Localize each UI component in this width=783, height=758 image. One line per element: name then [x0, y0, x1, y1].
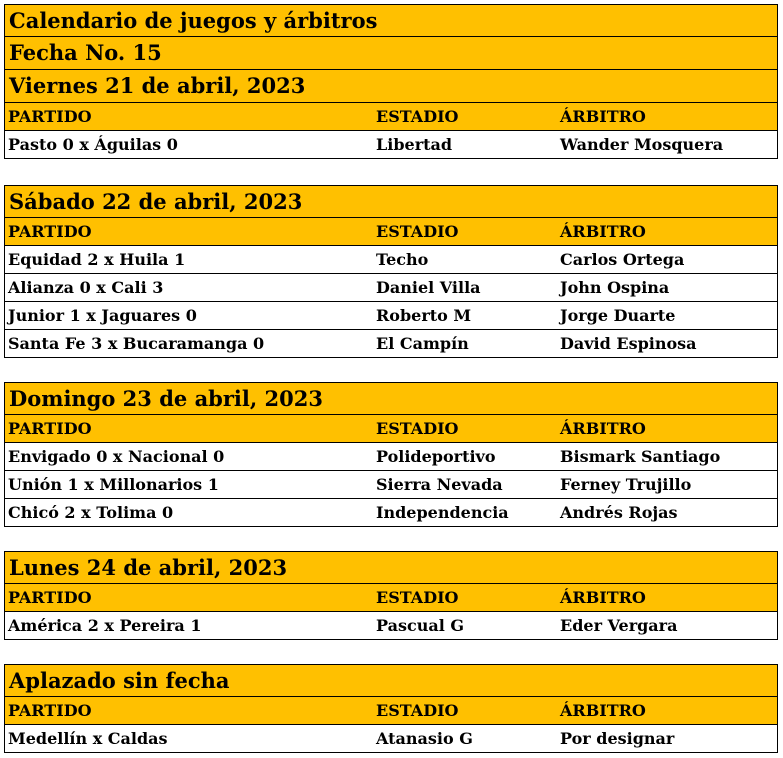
table-row [4, 499, 778, 527]
column-header-row [4, 218, 778, 246]
table-row [4, 246, 778, 274]
stadium-cell: Libertad [376, 135, 453, 154]
column-header-arbitro: ÁRBITRO [560, 701, 646, 720]
match-cell: América 2 x Pereira 1 [8, 616, 202, 635]
table-row [4, 330, 778, 358]
stadium-cell: Sierra Nevada [376, 475, 503, 494]
page-title: Calendario de juegos y árbitros [4, 4, 778, 37]
stadium-cell: Techo [376, 250, 429, 269]
column-header-estadio: ESTADIO [376, 419, 459, 438]
stadium-cell: Daniel Villa [376, 278, 481, 297]
column-header-row [4, 415, 778, 443]
column-header-partido: PARTIDO [8, 107, 92, 126]
table-row [4, 443, 778, 471]
match-cell: Unión 1 x Millonarios 1 [8, 475, 219, 494]
schedule-block-lunes [4, 551, 778, 640]
day-title: Sábado 22 de abril, 2023 [4, 185, 778, 218]
table-row [4, 274, 778, 302]
referee-cell: David Espinosa [560, 334, 697, 353]
stadium-cell: Polideportivo [376, 447, 496, 466]
table-row [4, 302, 778, 330]
referee-cell: Por designar [560, 729, 675, 748]
column-header-partido: PARTIDO [8, 222, 92, 241]
column-header-estadio: ESTADIO [376, 107, 459, 126]
stadium-cell: Roberto M [376, 306, 472, 325]
column-header-row [4, 584, 778, 612]
table-row [4, 612, 778, 640]
referee-cell: Ferney Trujillo [560, 475, 692, 494]
referee-cell: Jorge Duarte [560, 306, 676, 325]
day-title: Domingo 23 de abril, 2023 [4, 382, 778, 415]
match-cell: Alianza 0 x Cali 3 [8, 278, 164, 297]
stadium-cell: Atanasio G [376, 729, 473, 748]
match-cell: Envigado 0 x Nacional 0 [8, 447, 225, 466]
column-header-estadio: ESTADIO [376, 701, 459, 720]
referee-cell: Wander Mosquera [560, 135, 724, 154]
referee-cell: John Ospina [560, 278, 670, 297]
referee-cell: Carlos Ortega [560, 250, 685, 269]
referee-cell: Bismark Santiago [560, 447, 721, 466]
schedule-block-sabado [4, 185, 778, 358]
match-cell: Medellín x Caldas [8, 729, 168, 748]
column-header-partido: PARTIDO [8, 588, 92, 607]
column-header-arbitro: ÁRBITRO [560, 222, 646, 241]
day-title: Lunes 24 de abril, 2023 [4, 551, 778, 584]
column-header-arbitro: ÁRBITRO [560, 107, 646, 126]
column-header-partido: PARTIDO [8, 419, 92, 438]
match-cell: Pasto 0 x Águilas 0 [8, 135, 178, 154]
schedule-block-domingo [4, 382, 778, 527]
schedule-block-aplazado [4, 664, 778, 753]
column-header-arbitro: ÁRBITRO [560, 588, 646, 607]
match-cell: Chicó 2 x Tolima 0 [8, 503, 174, 522]
column-header-row [4, 103, 778, 131]
stadium-cell: Pascual G [376, 616, 465, 635]
fecha-label: Fecha No. 15 [4, 37, 778, 70]
column-header-partido: PARTIDO [8, 701, 92, 720]
match-cell: Junior 1 x Jaguares 0 [8, 306, 197, 325]
referee-cell: Andrés Rojas [560, 503, 678, 522]
stadium-cell: Independencia [376, 503, 509, 522]
referee-cell: Eder Vergara [560, 616, 678, 635]
table-row [4, 725, 778, 753]
match-cell: Santa Fe 3 x Bucaramanga 0 [8, 334, 265, 353]
column-header-row [4, 697, 778, 725]
table-row [4, 131, 778, 159]
day-title: Viernes 21 de abril, 2023 [4, 70, 778, 103]
column-header-arbitro: ÁRBITRO [560, 419, 646, 438]
column-header-estadio: ESTADIO [376, 222, 459, 241]
stadium-cell: El Campín [376, 334, 469, 353]
table-row [4, 471, 778, 499]
column-header-estadio: ESTADIO [376, 588, 459, 607]
match-cell: Equidad 2 x Huila 1 [8, 250, 186, 269]
schedule-block-viernes [4, 4, 778, 159]
day-title: Aplazado sin fecha [4, 664, 778, 697]
